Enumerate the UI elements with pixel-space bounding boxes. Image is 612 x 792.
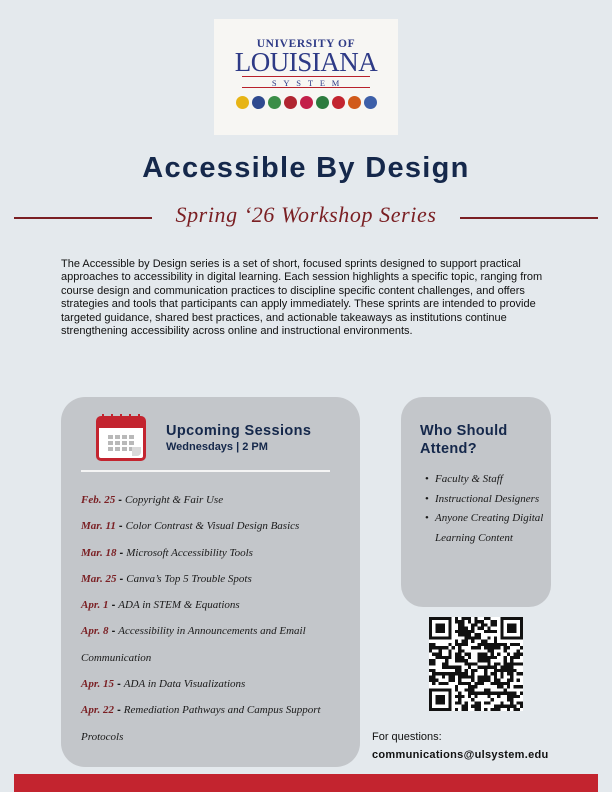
session-item: Mar. 11 - Color Contrast & Visual Design Basics	[81, 520, 300, 533]
logo-louisiana: LOUISIANA	[234, 47, 378, 77]
sessions-card	[61, 397, 360, 767]
session-date: Apr. 15	[81, 678, 115, 691]
university-logo	[214, 19, 398, 135]
qr-code[interactable]	[429, 617, 523, 711]
sessions-heading: Upcoming Sessions	[166, 423, 312, 439]
session-list	[81, 487, 356, 750]
contact-email-link[interactable]: communications@ulsystem.edu	[372, 749, 549, 761]
session-date: Mar. 18	[81, 546, 117, 559]
logo-university-of: UNIVERSITY OF	[256, 38, 356, 50]
subtitle-row	[14, 202, 598, 232]
session-topic: ADA in STEM & Equations	[118, 599, 240, 612]
session-item: Apr. 8 - Accessibility in Announcements and Email Communication	[81, 625, 306, 664]
contact-label: For questions:	[372, 731, 442, 743]
institution-seal-icon	[332, 96, 345, 109]
session-topic: Copyright & Fair Use	[125, 494, 224, 506]
session-date: Apr. 22	[81, 704, 115, 717]
audience-list	[425, 470, 545, 548]
session-item: Apr. 1 - ADA in STEM & Equations	[81, 599, 240, 612]
institution-seal-icon	[348, 96, 361, 109]
session-topic: Color Contrast & Visual Design Basics	[125, 520, 300, 533]
calendar-icon	[96, 416, 146, 461]
audience-item: • Anyone Creating Digital Learning Content	[425, 509, 545, 548]
session-date: Mar. 11	[81, 520, 116, 533]
institution-seal-icon	[252, 96, 265, 109]
subtitle-rule-right	[460, 217, 598, 219]
session-date: Feb. 25	[81, 494, 116, 506]
session-topic: Canva’s Top 5 Trouble Spots	[126, 572, 252, 585]
session-topic: Remediation Pathways and Campus Support Protocols	[81, 704, 321, 743]
session-item: Mar. 18 - Microsoft Accessibility Tools	[81, 546, 253, 559]
institution-seal-icon	[284, 96, 297, 109]
sessions-divider	[81, 470, 330, 472]
intro-paragraph: The Accessible by Design series is a set of short, focused sprints designed to support practical approaches to accessibility in digital learning. Each session highlights a specific topic, ranging from course design and communication practices to discipline specific content challenges, and offers strategies and tools that participants can apply immediately. These sprints are intended to provide targeted guidance, shared best practices, and actionable takeaways as institutions continue strengthening accessibility across online and instructional environments.	[61, 258, 543, 338]
who-card	[401, 397, 551, 607]
subtitle: Spring ‘26 Workshop Series	[175, 202, 437, 227]
page-title: Accessible By Design	[142, 152, 470, 184]
contact-block	[372, 728, 549, 764]
audience-item: • Faculty & Staff	[425, 470, 545, 490]
institution-seal-icon	[300, 96, 313, 109]
audience-item: • Instructional Designers	[425, 490, 545, 510]
institution-seal-icon	[364, 96, 377, 109]
session-date: Mar. 25	[81, 572, 117, 585]
institution-seal-icon	[268, 96, 281, 109]
session-topic: Microsoft Accessibility Tools	[126, 546, 253, 559]
session-item: Feb. 25 - Copyright & Fair Use	[81, 494, 224, 506]
footer-bar	[14, 774, 598, 792]
session-date: Apr. 1	[81, 599, 109, 612]
who-heading: Who Should Attend?	[420, 423, 508, 457]
institution-seal-icon	[316, 96, 329, 109]
sessions-header	[166, 423, 311, 453]
session-item: Apr. 15 - ADA in Data Visualizations	[81, 678, 246, 691]
session-item: Mar. 25 - Canva’s Top 5 Trouble Spots	[81, 572, 252, 585]
member-institution-seals	[214, 96, 398, 109]
session-topic: ADA in Data Visualizations	[123, 678, 246, 691]
institution-seal-icon	[236, 96, 249, 109]
session-topic: Accessibility in Announcements and Email Communication	[81, 625, 306, 664]
sessions-schedule: Wednesdays | 2 PM	[166, 441, 268, 453]
session-date: Apr. 8	[81, 625, 109, 638]
logo-system: SYSTEM	[242, 76, 370, 88]
session-item: Apr. 22 - Remediation Pathways and Campus Support Protocols	[81, 704, 321, 743]
